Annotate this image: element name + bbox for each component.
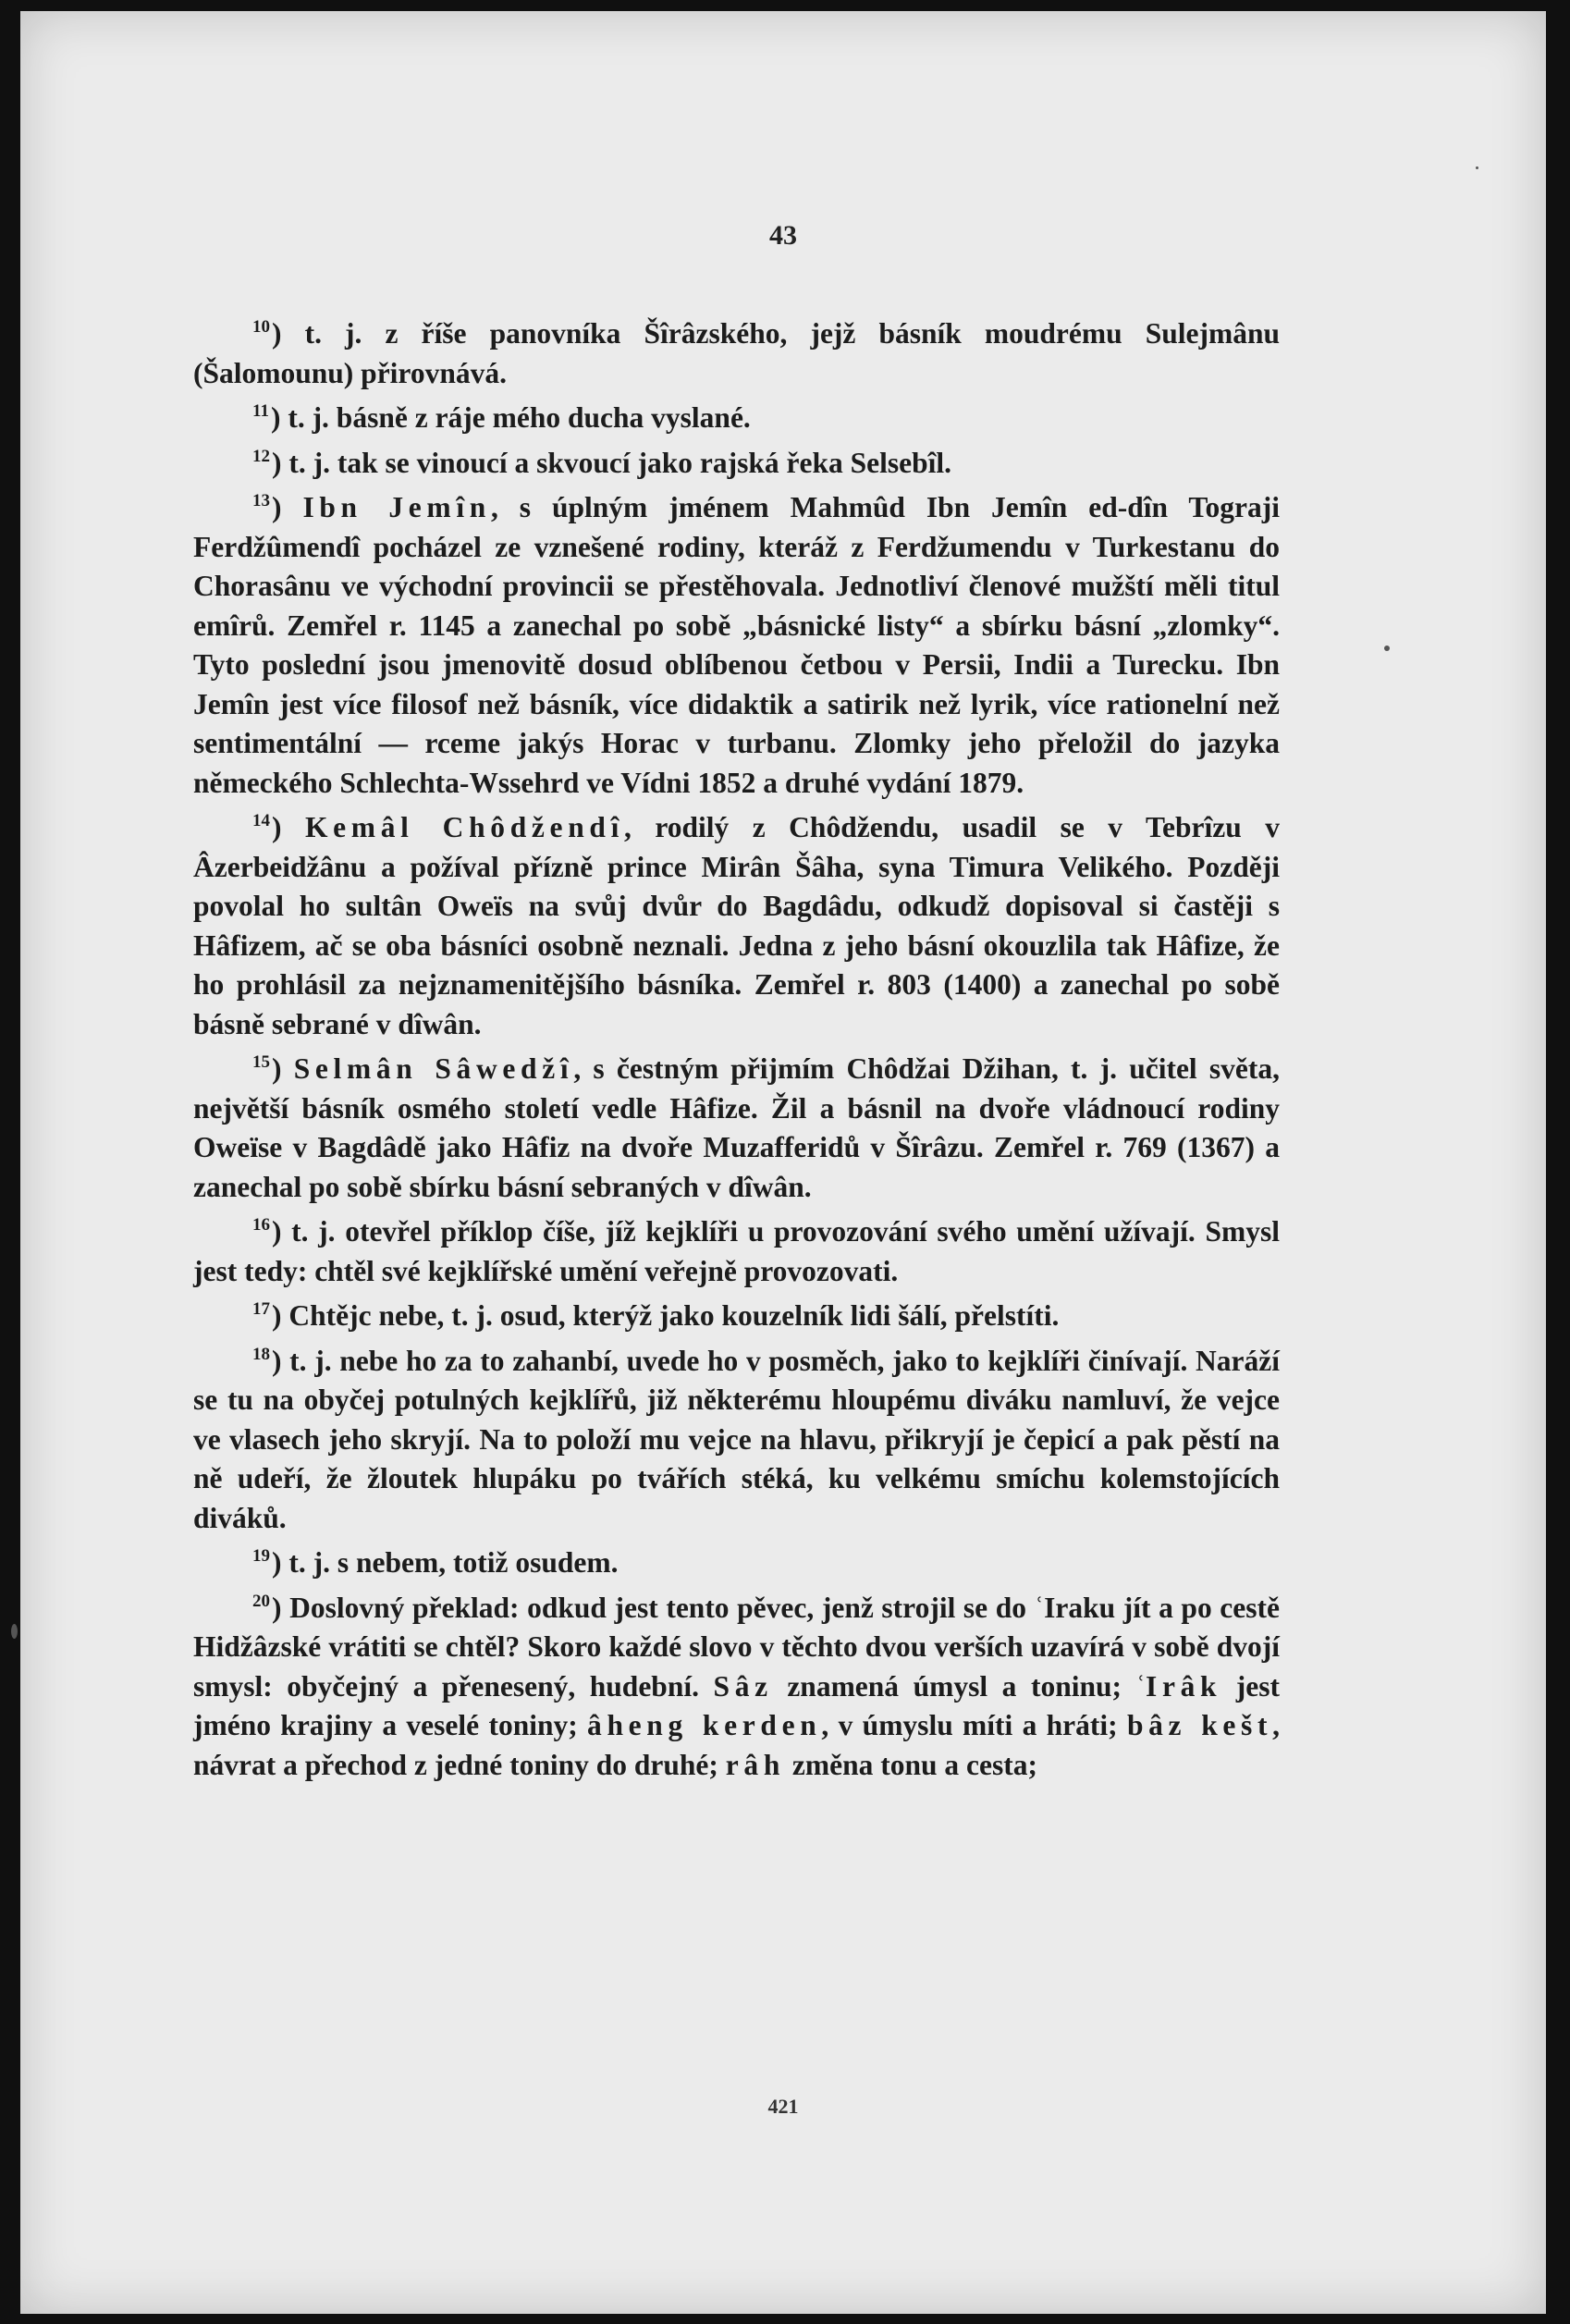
footnote-text: t. j. otevřel příklop číše, jíž kejklíři u provozování svého umění užívají. Smysl jest tedy: chtěl své kejklířské umění veřejně provozovati. [193, 1215, 1280, 1287]
footnote-14 [193, 808, 1280, 1044]
footnote-text: znamená úmysl a toninu; ʿ [772, 1669, 1147, 1703]
footnote-text: Chtějc nebe, t. j. osud, kterýž jako kouzelník lidi šálí, přelstíti. [288, 1299, 1060, 1332]
footnote-marker-paren: ) [272, 1215, 292, 1248]
footnote-17 [193, 1297, 1280, 1336]
footnote-19 [193, 1543, 1280, 1583]
footnotes-block [193, 314, 1280, 1790]
footnote-text: Doslovný překlad: odkud jest tento pěvec, jenž strojil se do ʿIraku jít a po cestě Hidžâzské vrátiti se chtěl? Skoro každé slovo v těchto dvou verších uzavírá v sobě dvojí smysl: obyčejný a přenesený, hudební. [193, 1591, 1280, 1703]
page-number: 43 [769, 220, 797, 251]
footnote-marker-paren: ) [272, 1299, 289, 1332]
spaced-name: râh [725, 1748, 786, 1781]
footnote-text: t. j. nebe ho za to zahanbí, uvede ho v posměch, jako to kejklíři činívají. Naráží se tu na obyčej potulných kejklířů, již některému hloupému diváku namluví, že vejce ve vlasech jeho skryjí. Na to položí mu vejce na hlavu, přikryjí je čepicí a pak pěstí na ně udeří, že žloutek hlupáku po tvářích stéká, ku velkému smíchu kolemstojících diváků. [193, 1344, 1280, 1534]
spaced-name: Selmân Sâwedžî [293, 1052, 574, 1085]
spaced-name: bâz kešt [1126, 1709, 1273, 1741]
footnote-text: t. j. tak se vinoucí a skvoucí jako rajská řeka Selsebîl. [288, 446, 952, 479]
spaced-name: Irâk [1146, 1669, 1222, 1703]
footnote-text: , s čestným přijmím Chôdžai Džihan, t. j. učitel světa, největší básník osmého století vedle Hâfize. Žil a básnil na dvoře vládnoucí rodiny Oweïse v Bagdâdě jako Hâfiz na dvoře Muzafferidů v Šîrâzu. Zemřel r. 769 (1367) a zanechal po sobě sbírku básní sebraných v dîwân. [193, 1052, 1281, 1203]
scan-speck [11, 1624, 18, 1639]
footnote-text: , v úmyslu míti a hráti; [821, 1709, 1127, 1741]
footnote-marker: 20 [252, 1591, 270, 1611]
footnote-text: změna tonu a cesta; [785, 1748, 1037, 1781]
footnote-12 [193, 444, 1280, 484]
footnote-marker-paren: ) [272, 811, 305, 843]
footnote-marker-paren: ) [272, 446, 289, 479]
footnote-marker: 18 [252, 1344, 270, 1364]
footnote-text: jest jméno krajiny a veselé toniny; [193, 1669, 1280, 1741]
footnote-marker: 16 [252, 1215, 270, 1235]
printer-signature: 421 [767, 2095, 799, 2118]
footnote-marker: 12 [252, 446, 270, 466]
footnote-marker: 17 [252, 1299, 270, 1319]
footnote-marker: 11 [252, 401, 269, 421]
footnote-13 [193, 488, 1280, 803]
footnote-20 [193, 1589, 1280, 1786]
footnote-text: t. j. básně z ráje mého ducha vyslané. [288, 401, 751, 434]
footnote-11 [193, 399, 1280, 438]
footnote-marker-paren: ) [272, 1344, 290, 1377]
footnote-marker-paren: ) [272, 491, 303, 523]
spaced-name: Sâz [713, 1669, 773, 1703]
footnote-16 [193, 1212, 1280, 1291]
footnote-marker: 19 [252, 1546, 270, 1566]
footnote-marker-paren: ) [270, 401, 288, 434]
footnote-marker: 10 [252, 317, 270, 337]
spaced-name: Ibn Jemîn [302, 491, 491, 523]
footnote-18 [193, 1342, 1280, 1539]
scanned-page [20, 11, 1546, 2314]
footnote-marker-paren: ) [272, 1546, 289, 1579]
scan-speck [1384, 646, 1390, 651]
footnote-text: t. j. s nebem, totiž osudem. [288, 1546, 619, 1579]
footnote-text: , s úplným jménem Mahmûd Ibn Jemîn ed-dîn Tograji Ferdžûmendî pocházel ze vznešené rodiny, kteráž z Ferdžumendu v Turkestanu do Chorasânu ve východní provincii se přestěhovala. Jednotliví členové mužští měli titul emîrů. Zemřel r. 1145 a zanechal po sobě „básnické listy“ a sbírku básní „zlomky“. Tyto poslední jsou jmenovitě dosud oblíbenou četbou v Persii, Indii a Turecku. Ibn Jemîn jest více filosof než básník, více didaktik a satirik než lyrik, více rationelní než sentimentální — rceme jakýs Horac v turbanu. Zlomky jeho přeložil do jazyka německého Schlechta-Wssehrd ve Vídni 1852 a druhé vydání 1879. [193, 491, 1280, 799]
footnote-10 [193, 314, 1280, 393]
footnote-text: t. j. z říše panovníka Šîrâzského, jejž básník moudrému Sulejmânu (Šalomounu) přirovnává. [193, 317, 1280, 389]
footnote-15 [193, 1050, 1280, 1207]
footnote-text: , rodilý z Chôdžendu, usadil se v Tebrîzu v Âzerbeidžânu a požíval přízně prince Mirân Šâha, syna Timura Velikého. Později povolal ho sultân Oweïs na svůj dvůr do Bagdâdu, odkudž dopisoval si častěji s Hâfizem, ač se oba básníci osobně neznali. Jedna z jeho básní okouzlila tak Hâfize, že ho prohlásil za nejznamenitějšího básníka. Zemřel r. 803 (1400) a zanechal po sobě básně sebrané v dîwân. [193, 811, 1281, 1040]
spaced-name: âheng kerden [587, 1709, 822, 1741]
footnote-marker-paren: ) [272, 1591, 290, 1624]
spaced-name: Kemâl Chôdžendî [304, 811, 624, 843]
footnote-marker: 13 [252, 491, 270, 510]
footnote-marker: 14 [252, 811, 270, 830]
footnote-text: , návrat a přechod z jedné toniny do druhé; [193, 1709, 1281, 1781]
scan-speck [1476, 166, 1478, 169]
footnote-marker: 15 [252, 1052, 270, 1072]
footnote-marker-paren: ) [272, 317, 305, 350]
footnote-marker-paren: ) [272, 1052, 294, 1085]
